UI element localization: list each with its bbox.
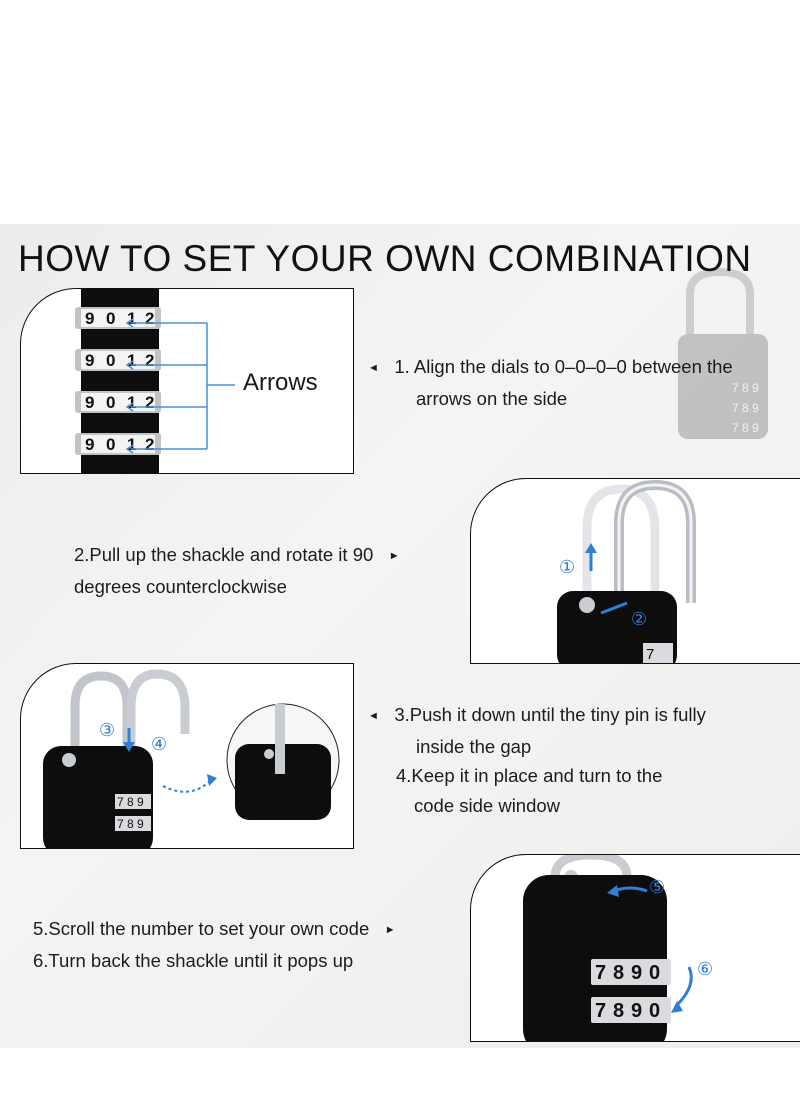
dial-digit: 1	[127, 435, 137, 454]
page-title: HOW TO SET YOUR OWN COMBINATION	[18, 238, 752, 279]
dial-digit: 9	[85, 435, 95, 454]
dial-digit: 0	[106, 393, 116, 412]
panel-pull-shackle-image	[470, 478, 800, 664]
svg-text:7 8 9: 7 8 9	[732, 421, 759, 435]
pointer-left-icon: ◄	[368, 710, 379, 722]
svg-text:9: 9	[631, 1000, 643, 1022]
window-digit: 7	[646, 646, 655, 663]
dial-row	[75, 349, 161, 371]
dial-digit: 1	[127, 393, 137, 412]
dial-row	[75, 307, 161, 329]
panel-dials-image	[20, 288, 354, 474]
panel-scroll-numbers-image	[470, 854, 800, 1042]
dial-row	[75, 433, 161, 455]
step-marker-4: ④	[151, 734, 168, 755]
step-2-text: 2.Pull up the shackle and rotate it 90 ► degrees counterclockwise	[74, 544, 400, 597]
pointer-right-icon: ►	[388, 550, 400, 562]
step-marker-2: ②	[631, 609, 648, 630]
svg-text:7: 7	[117, 795, 124, 809]
arrows-label: Arrows	[243, 369, 318, 396]
svg-text:9: 9	[137, 795, 144, 809]
svg-text:8: 8	[127, 817, 134, 831]
dial-digit: 1	[127, 309, 137, 328]
svg-text:7: 7	[595, 962, 607, 984]
dial-digit: 2	[145, 351, 155, 370]
step-3-4-text: ◄ 3.Push it down until the tiny pin is fully inside the gap 4.Keep it in place and turn to the code side window	[368, 704, 706, 816]
svg-text:7: 7	[117, 817, 124, 831]
dial-digit: 9	[85, 351, 95, 370]
dial-digit: 1	[127, 351, 137, 370]
dial-digit: 2	[145, 309, 155, 328]
svg-text:7 8 9: 7 8 9	[732, 401, 759, 415]
instruction-sheet	[0, 224, 800, 1048]
svg-text:9: 9	[631, 962, 643, 984]
dial-digit: 0	[106, 309, 116, 328]
dial-digit: 9	[85, 393, 95, 412]
dial-digit: 0	[106, 351, 116, 370]
pointer-left-icon: ◄	[368, 362, 379, 374]
svg-text:7: 7	[595, 1000, 607, 1022]
step-5-6-text: 5.Scroll the number to set your own code ► 6.Turn back the shackle until it pops up	[33, 918, 396, 971]
step-marker-3: ③	[99, 720, 116, 741]
dial-digit: 0	[106, 435, 116, 454]
step-marker-6: ⑥	[697, 959, 714, 980]
svg-text:8: 8	[613, 962, 625, 984]
pointer-right-icon: ►	[384, 924, 396, 936]
svg-text:0: 0	[649, 962, 661, 984]
dial-digit: 2	[145, 393, 155, 412]
step-marker-1: ①	[559, 557, 576, 578]
step-1-text: ◄ 1. Align the dials to 0–0–0–0 between the arrows on the side	[368, 356, 733, 409]
svg-text:8: 8	[613, 1000, 625, 1022]
panel-push-down-image	[20, 663, 354, 849]
svg-text:7 8 9: 7 8 9	[732, 381, 759, 395]
step-marker-5: ⑤	[649, 877, 666, 898]
svg-text:9: 9	[137, 817, 144, 831]
svg-text:0: 0	[649, 1000, 661, 1022]
svg-text:8: 8	[127, 795, 134, 809]
dial-row	[75, 391, 161, 413]
dial-digit: 9	[85, 309, 95, 328]
dial-digit: 2	[145, 435, 155, 454]
